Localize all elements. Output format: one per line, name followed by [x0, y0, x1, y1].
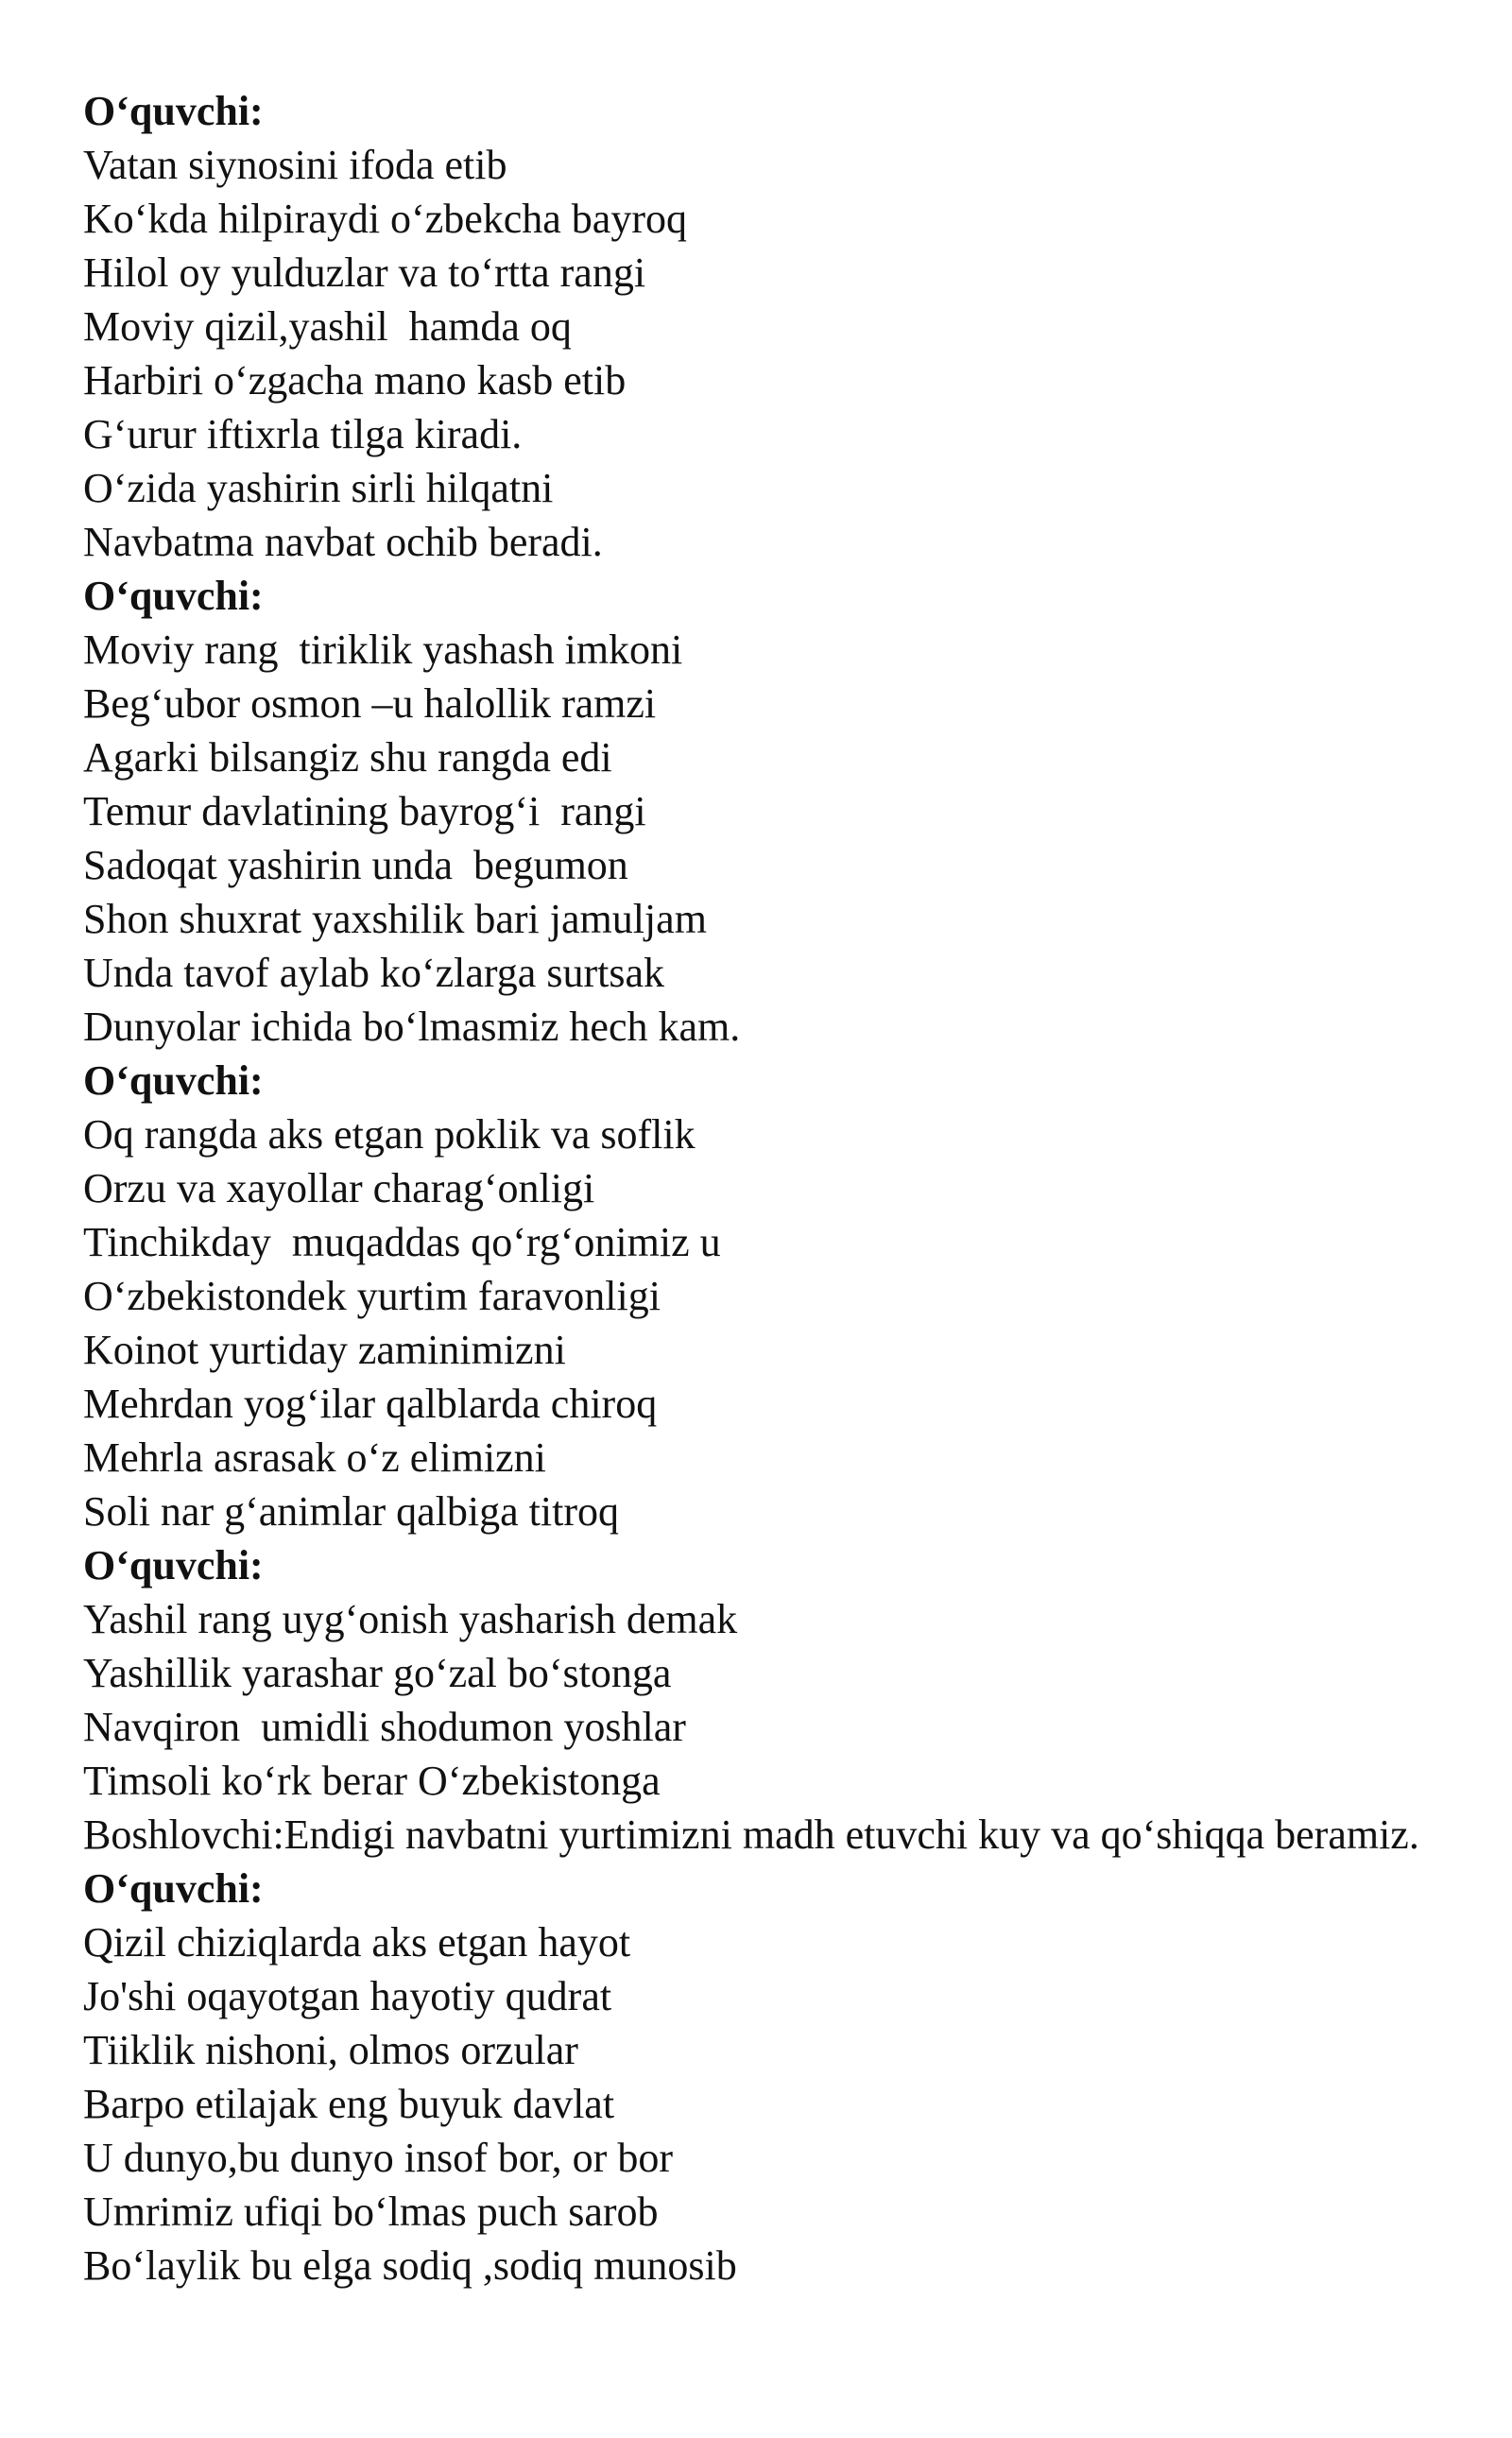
- poem-line: Agarki bilsangiz shu rangda edi: [83, 734, 612, 781]
- poem-line: Koinot yurtiday zaminimizni: [83, 1327, 566, 1373]
- poem-line: Bo‘laylik bu elga sodiq ,sodiq munosib: [83, 2242, 737, 2289]
- poem-line: Navqiron umidli shodumon yoshlar: [83, 1704, 686, 1750]
- poem-line: Yashil rang uyg‘onish yasharish demak: [83, 1596, 738, 1642]
- poem-line: Dunyolar ichida bo‘lmasmiz hech kam.: [83, 1004, 741, 1050]
- stanza-4: [83, 1538, 1444, 1808]
- poem-line: Temur davlatining bayrog‘i rangi: [83, 788, 646, 834]
- poem-line: Ko‘kda hilpiraydi o‘zbekcha bayroq: [83, 196, 687, 242]
- stanza-5: [83, 1862, 1444, 2292]
- stanza-1: [83, 84, 1444, 569]
- speaker-label: O‘quvchi:: [83, 88, 264, 134]
- speaker-label: O‘quvchi:: [83, 1542, 264, 1588]
- stanza-2: [83, 569, 1444, 1054]
- poem-line: Orzu va xayollar charag‘onligi: [83, 1165, 595, 1211]
- poem-line: Shon shuxrat yaxshilik bari jamuljam: [83, 896, 707, 942]
- poem-line: Timsoli ko‘rk berar O‘zbekistonga: [83, 1758, 661, 1804]
- poem-line: Barpo etilajak eng buyuk davlat: [83, 2081, 615, 2127]
- speaker-label: O‘quvchi:: [83, 573, 264, 619]
- document-page: [83, 84, 1444, 2292]
- poem-line: Jo'shi oqayotgan hayotiy qudrat: [83, 1973, 612, 2019]
- poem-line: Harbiri o‘zgacha mano kasb etib: [83, 357, 627, 403]
- poem-line: Tiiklik nishoni, olmos orzular: [83, 2027, 578, 2073]
- poem-line: Navbatma navbat ochib beradi.: [83, 519, 603, 565]
- poem-line: O‘zbekistondek yurtim faravonligi: [83, 1273, 661, 1319]
- poem-line: Umrimiz ufiqi bo‘lmas puch sarob: [83, 2189, 659, 2235]
- poem-line: Beg‘ubor osmon –u halollik ramzi: [83, 680, 657, 727]
- poem-line: Hilol oy yulduzlar va to‘rtta rangi: [83, 249, 646, 296]
- poem-line: U dunyo,bu dunyo insof bor, or bor: [83, 2135, 673, 2181]
- poem-line: Tinchikday muqaddas qo‘rg‘onimiz u: [83, 1219, 721, 1265]
- poem-line: Moviy qizil,yashil hamda oq: [83, 303, 572, 350]
- poem-line: O‘zida yashirin sirli hilqatni: [83, 465, 554, 511]
- poem-line: Unda tavof aylab ko‘zlarga surtsak: [83, 950, 664, 996]
- poem-line: Mehrla asrasak o‘z elimizni: [83, 1434, 546, 1481]
- poem-line: G‘urur iftixrla tilga kiradi.: [83, 411, 523, 457]
- poem-line: Moviy rang tiriklik yashash imkoni: [83, 627, 683, 673]
- poem-line: Mehrdan yog‘ilar qalblarda chiroq: [83, 1381, 658, 1427]
- poem-line: Yashillik yarashar go‘zal bo‘stonga: [83, 1650, 672, 1696]
- poem-line: Sadoqat yashirin unda begumon: [83, 842, 628, 888]
- host-announcement: Boshlovchi:Endigi navbatni yurtimizni madh etuvchi kuy va qo‘shiqqa beramiz.: [83, 1811, 1419, 1858]
- speaker-label: O‘quvchi:: [83, 1865, 264, 1912]
- poem-line: Oq rangda aks etgan poklik va soflik: [83, 1111, 696, 1158]
- stanza-3: [83, 1054, 1444, 1538]
- poem-line: Soli nar g‘animlar qalbiga titroq: [83, 1488, 619, 1535]
- poem-line: Vatan siynosini ifoda etib: [83, 142, 507, 188]
- poem-line: Qizil chiziqlarda aks etgan hayot: [83, 1919, 631, 1966]
- speaker-label: O‘quvchi:: [83, 1057, 264, 1104]
